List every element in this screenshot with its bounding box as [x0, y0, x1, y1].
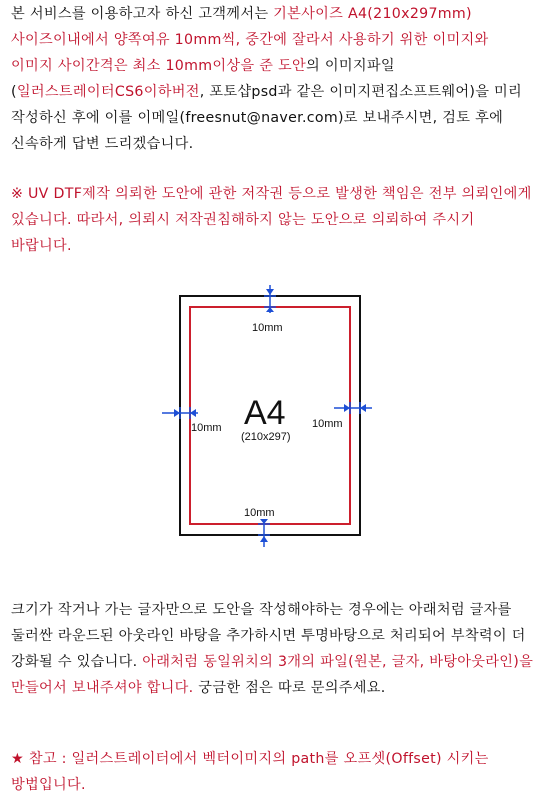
intro-paragraph: [11, 1, 535, 157]
a4-margin-diagram: [160, 283, 378, 551]
reference-text: 참고 : 일러스트레이터에서 벡터이미지의 path를 오프셋(Offset) 시키는 방법입니다.: [11, 751, 489, 793]
top-margin-label: 10mm: [252, 322, 283, 334]
intro-text-5: , 포토샵psd과 같은 이미지편집소프트웨어)을 미리 작성하신 후에 이를 이메일(freesnut@naver.com)로 보내주시면, 검토 후에 신속하게 답변 드리겠습니다.: [11, 84, 523, 152]
left-margin-label: 10mm: [191, 422, 222, 434]
instructions-text-1: 크기가 작거나 가는 글자만으로 도안을 작성해야하는 경우에는 아래처럼 글자를 둘러싼 라운드된 아웃라인 바탕을 추가하시면 투명바탕으로 처리되어 부착력이 더 강화될 수 있습니다.: [11, 602, 526, 670]
reference-note: [11, 746, 535, 798]
outline-instructions: [11, 597, 535, 701]
paper-size-label: A4: [244, 394, 286, 432]
intro-text-1: 본 서비스를 이용하고자 하신 고객께서는: [11, 6, 274, 22]
instructions-three-files: 아래처럼 동일위치의 3개의 파일(원본, 글자, 바탕아웃라인)을 만들어서 보내주셔야 합니다.: [11, 654, 534, 696]
instructions-text-3: 궁금한 점은 따로 문의주세요.: [193, 680, 386, 696]
bottom-margin-label: 10mm: [244, 507, 275, 519]
right-margin-label: 10mm: [312, 418, 343, 430]
a4-diagram-svg: [160, 283, 378, 551]
star-icon: ★: [11, 751, 25, 767]
intro-size-requirement: 기본사이즈 A4(210x297mm) 사이즈이내에서 양쪽여유 10mm씩, 중간에 잘라서 사용하기 위한 이미지와 이미지 사이간격은 최소 10mm이상을 준 도안: [11, 6, 489, 74]
paper-dimensions-label: (210x297): [241, 431, 291, 443]
copyright-notice: ※ UV DTF제작 의뢰한 도안에 관한 저작권 등으로 발생한 책임은 전부 의뢰인에게 있습니다. 따라서, 의뢰시 저작권침해하지 않는 도안으로 의뢰하여 주시기 바랍니다.: [11, 186, 532, 254]
intro-text-3: 의 이미지파일(: [11, 58, 395, 100]
intro-illustrator-version: 일러스트레이터CS6이하버전: [16, 84, 200, 100]
